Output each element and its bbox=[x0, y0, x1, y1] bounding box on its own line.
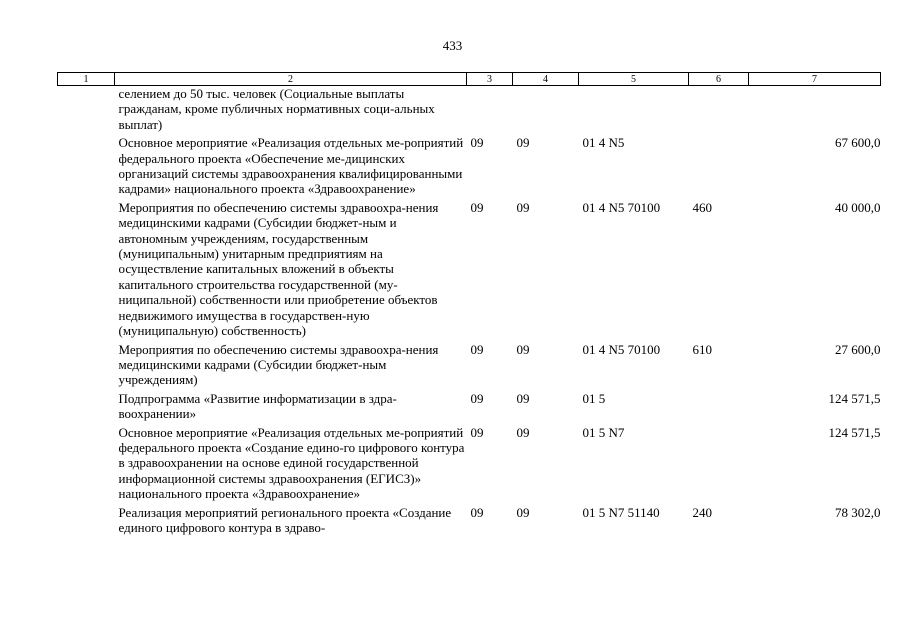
budget-table bbox=[57, 72, 881, 538]
row-target-article-cell bbox=[579, 86, 689, 136]
row-amount-cell: 40 000,0 bbox=[835, 199, 881, 215]
row-subsection-cell: 09 bbox=[516, 341, 530, 357]
column-header: 1 bbox=[58, 73, 115, 86]
row-number-cell bbox=[58, 86, 115, 136]
row-expense-type-cell: 240 bbox=[692, 504, 712, 520]
row-name-cell: Основное мероприятие «Реализация отдельных ме-роприятий федерального проекта «Создание едино-го цифрового контура в здравоохранении на основе единой государственной информационной системы здравоохранения (ЕГИСЗ)» национального проекта «Здравоохранение» bbox=[118, 424, 465, 502]
row-target-article-cell: 01 4 N5 70100 bbox=[582, 199, 661, 215]
page-number: 433 bbox=[442, 38, 463, 53]
column-header: 4 bbox=[513, 73, 579, 86]
row-expense-type-cell: 460 bbox=[692, 199, 712, 215]
row-target-article-cell: 01 5 N7 51140 bbox=[582, 504, 660, 520]
column-header: 6 bbox=[689, 73, 749, 86]
row-expense-type-cell: 610 bbox=[692, 341, 712, 357]
row-amount-cell: 27 600,0 bbox=[835, 341, 881, 357]
table-row bbox=[58, 200, 881, 342]
row-name-cell: Мероприятия по обеспечению системы здравоохра-нения медицинскими кадрами (Субсидии бюджет-ным учреждениям) bbox=[118, 341, 439, 388]
row-amount-cell: 67 600,0 bbox=[835, 135, 881, 151]
row-amount-cell: 124 571,5 bbox=[828, 390, 881, 406]
row-number-cell bbox=[58, 425, 115, 505]
row-subsection-cell: 09 bbox=[516, 199, 530, 215]
row-number-cell bbox=[58, 200, 115, 342]
row-amount-cell: 124 571,5 bbox=[828, 424, 881, 440]
row-target-article-cell: 01 4 N5 bbox=[582, 135, 625, 151]
row-section-cell: 09 bbox=[470, 341, 484, 357]
row-name-cell: Основное мероприятие «Реализация отдельных ме-роприятий федерального проекта «Обеспечение ме-дицинских организаций системы здравоохранения квалифицированными кадрами» национального проекта «Здравоохранение» bbox=[118, 135, 464, 197]
table-row bbox=[58, 505, 881, 539]
row-name-cell: Реализация мероприятий регионального проекта «Создание единого цифрового контура в здраво- bbox=[118, 504, 452, 535]
row-subsection-cell: 09 bbox=[516, 390, 530, 406]
table-row bbox=[58, 425, 881, 505]
row-section-cell: 09 bbox=[470, 504, 484, 520]
column-header: 2 bbox=[115, 73, 467, 86]
row-number-cell bbox=[58, 342, 115, 391]
row-number-cell bbox=[58, 391, 115, 425]
row-expense-type-cell bbox=[689, 391, 749, 425]
row-target-article-cell: 01 5 bbox=[582, 390, 606, 406]
row-section-cell bbox=[467, 86, 513, 136]
row-number-cell bbox=[58, 135, 115, 200]
row-expense-type-cell bbox=[689, 425, 749, 505]
row-expense-type-cell bbox=[689, 86, 749, 136]
table-row bbox=[58, 86, 881, 136]
row-amount-cell: 78 302,0 bbox=[835, 504, 881, 520]
column-header: 5 bbox=[579, 73, 689, 86]
row-name-cell: Подпрограмма «Развитие информатизации в здра-воохранении» bbox=[118, 390, 397, 422]
row-name-cell: селением до 50 тыс. человек (Социальные выплаты гражданам, кроме публичных нормативных соци-альных выплат) bbox=[118, 86, 435, 132]
row-section-cell: 09 bbox=[470, 135, 484, 151]
row-section-cell: 09 bbox=[470, 199, 484, 215]
column-number-row bbox=[58, 73, 881, 86]
row-subsection-cell: 09 bbox=[516, 135, 530, 151]
row-subsection-cell bbox=[513, 86, 579, 136]
row-target-article-cell: 01 4 N5 70100 bbox=[582, 341, 661, 357]
row-name-cell: Мероприятия по обеспечению системы здравоохра-нения медицинскими кадрами (Субсидии бюджет-ным и автономным учреждениям, государственным (муниципальным) унитарным предприятиям на осуществление капитальных вложений в объекты капитального строительства государственной (му-ниципальной) собственности или приобретение объектов недвижимого имущества в государствен-ную (муниципальную) собственность) bbox=[118, 199, 439, 339]
row-subsection-cell: 09 bbox=[516, 504, 530, 520]
row-expense-type-cell bbox=[689, 135, 749, 200]
row-amount-cell bbox=[749, 86, 881, 136]
column-header: 7 bbox=[749, 73, 881, 86]
row-section-cell: 09 bbox=[470, 424, 484, 440]
table-body bbox=[58, 86, 881, 539]
table-row bbox=[58, 391, 881, 425]
column-header: 3 bbox=[467, 73, 513, 86]
row-section-cell: 09 bbox=[470, 390, 484, 406]
table-row bbox=[58, 342, 881, 391]
row-target-article-cell: 01 5 N7 bbox=[582, 424, 625, 440]
table-row bbox=[58, 135, 881, 200]
row-subsection-cell: 09 bbox=[516, 424, 530, 440]
row-number-cell bbox=[58, 505, 115, 539]
